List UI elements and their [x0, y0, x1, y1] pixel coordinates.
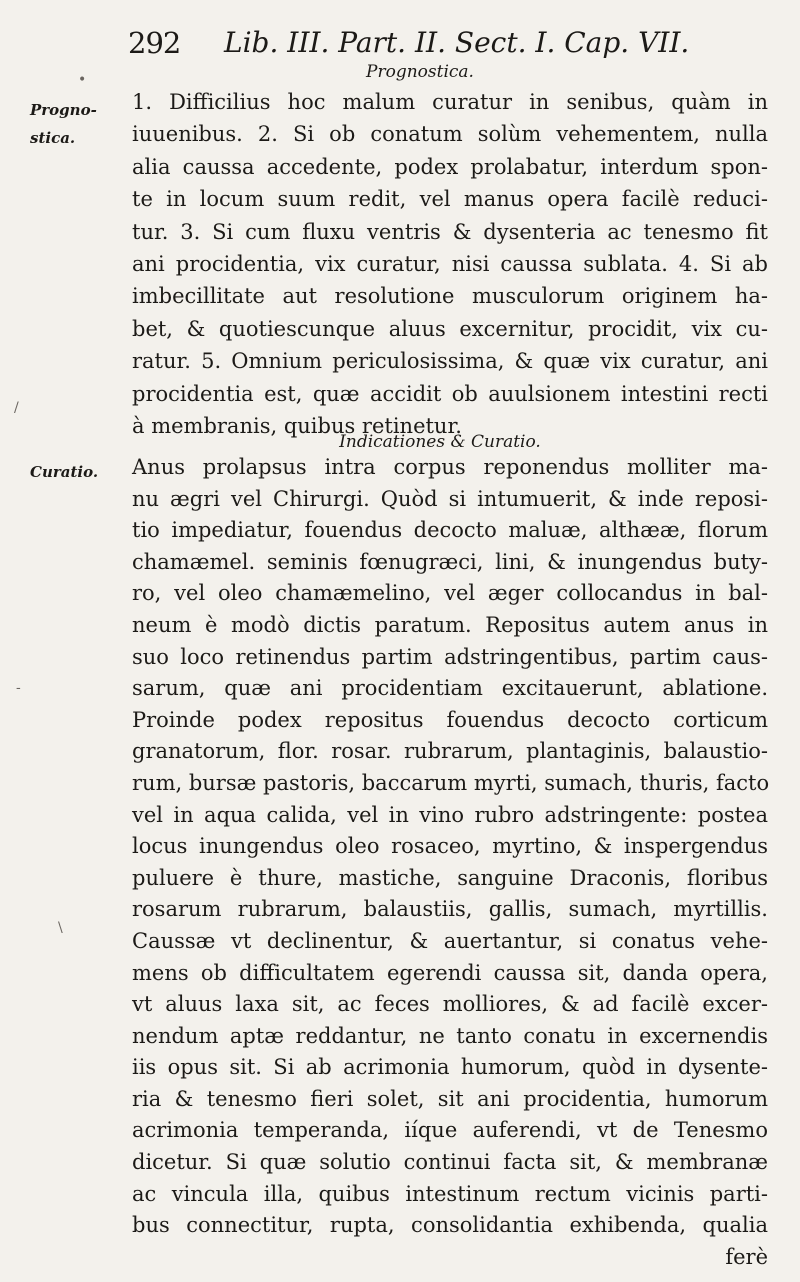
text-line: acrimonia temperanda, iíque auferendi, vt de Tenesmo	[132, 1118, 768, 1143]
margin-stroke: \	[58, 920, 63, 936]
margin-note-line: Progno-	[30, 101, 97, 119]
text-line: sarum, quæ ani procidentiam excitauerunt, ablatione.	[132, 676, 768, 701]
text-line: rum, bursæ pastoris, baccarum myrti, sumach, thuris, facto	[132, 770, 770, 795]
text-line: mens ob difficultatem egerendi caussa sit, danda opera,	[132, 960, 768, 985]
text-line: vt aluus laxa sit, ac feces molliores, & ad facilè excer-	[132, 992, 768, 1017]
text-line: bus connectitur, rupta, consolidantia exhibenda, qualia	[132, 1213, 768, 1238]
section-heading-prognostica: Prognostica.	[366, 62, 474, 82]
text-line: Caussæ vt declinentur, & auertantur, si conatus vehe-	[132, 928, 768, 953]
text-line: procidentia est, quæ accidit ob auulsionem intestini recti	[132, 381, 768, 406]
page-number: 292	[128, 26, 181, 60]
text-line: puluere è thure, mastiche, sanguine Draconis, floribus	[132, 865, 768, 890]
text-line: iis opus sit. Si ab acrimonia humorum, quòd in dysente-	[132, 1055, 768, 1080]
text-line: suo loco retinendus partim adstringentibus, partim caus-	[132, 644, 768, 669]
margin-stroke: -	[16, 680, 21, 696]
text-line: neum è modò dictis paratum. Repositus autem anus in	[132, 612, 768, 637]
paragraph-curatio	[132, 452, 768, 1273]
margin-note-line: Curatio.	[30, 463, 99, 481]
text-line: ria & tenesmo fieri solet, sit ani procidentia, humorum	[132, 1086, 768, 1111]
text-line: 1. Difficilius hoc malum curatur in senibus, quàm in	[132, 90, 768, 114]
catchword: ferè	[725, 1244, 768, 1269]
running-title: Lib. III. Part. II. Sect. I. Cap. VII.	[224, 26, 690, 59]
paragraph-prognostica	[132, 86, 768, 442]
text-line: ac vincula illa, quibus intestinum rectum vicinis parti-	[132, 1181, 768, 1206]
text-line: Proinde podex repositus fouendus decocto corticum	[132, 707, 768, 732]
text-line: rosarum rubrarum, balaustiis, gallis, sumach, myrtillis.	[132, 897, 768, 922]
text-line: Anus prolapsus intra corpus reponendus molliter ma-	[132, 455, 768, 479]
margin-dot: •	[78, 72, 87, 88]
text-line: granatorum, flor. rosar. rubrarum, plantaginis, balaustio-	[132, 739, 768, 764]
text-line: tio impediatur, fouendus decocto maluæ, althææ, florum	[132, 518, 768, 543]
text-line: à membranis, quibus retinetur.	[132, 414, 462, 439]
text-line: bet, & quotiescunque aluus excernitur, procidit, vix cu-	[132, 316, 768, 341]
margin-note-curatio	[30, 458, 98, 486]
text-line: ani procidentia, vix curatur, nisi caussa sublata. 4. Si ab	[132, 252, 768, 277]
text-line: iuuenibus. 2. Si ob conatum solùm vehementem, nulla	[132, 122, 768, 147]
margin-stroke: /	[14, 400, 19, 416]
text-line: nu ægri vel Chirurgi. Quòd si intumuerit, & inde reposi-	[132, 486, 768, 511]
text-line: nendum aptæ reddantur, ne tanto conatu in excernendis	[132, 1023, 768, 1048]
text-line: chamæmel. seminis fœnugræci, lini, & inungendus buty-	[132, 549, 768, 574]
text-line: vel in aqua calida, vel in vino rubro adstringente: postea	[132, 802, 768, 827]
text-line: alia caussa accedente, podex prolabatur, interdum spon-	[132, 154, 768, 179]
page-header	[0, 26, 800, 66]
margin-note-line: stica.	[30, 129, 76, 147]
text-line: ratur. 5. Omnium periculosissima, & quæ vix curatur, ani	[132, 349, 768, 374]
text-line: tur. 3. Si cum fluxu ventris & dysenteria ac tenesmo fit	[132, 219, 768, 244]
text-line: ro, vel oleo chamæmelino, vel æger collocandus in bal-	[132, 581, 768, 606]
margin-note-prognostica	[30, 96, 97, 152]
text-line: te in locum suum redit, vel manus opera facilè reduci-	[132, 187, 768, 212]
text-line: imbecillitate aut resolutione musculorum originem ha-	[132, 284, 768, 309]
text-line: dicetur. Si quæ solutio continui facta sit, & membranæ	[132, 1150, 768, 1175]
text-line: locus inungendus oleo rosaceo, myrtino, & inspergendus	[132, 834, 768, 859]
section-heading-curatio: Indicationes & Curatio.	[339, 432, 541, 452]
